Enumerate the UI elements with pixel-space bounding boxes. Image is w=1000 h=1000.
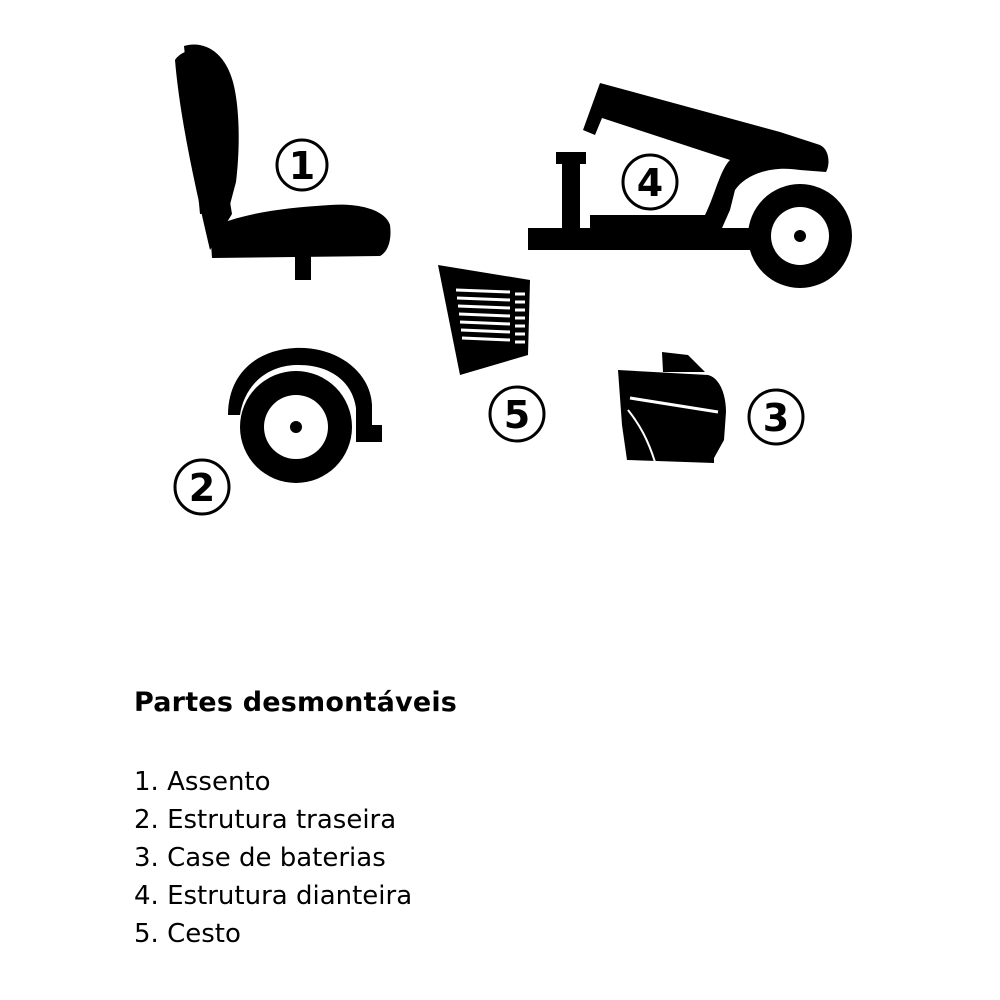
front-wheel-hub: [794, 230, 806, 242]
part-1-number: 1: [288, 144, 316, 188]
part-5-number: 5: [503, 393, 531, 437]
part-5-marker: [490, 387, 544, 441]
part-2-number: 2: [188, 466, 216, 510]
rear-wheel-hub: [290, 421, 302, 433]
legend-title: Partes desmontáveis: [134, 687, 458, 718]
battery-case-icon: [618, 352, 726, 463]
legend-item-front-frame: 4. Estrutura dianteira: [134, 881, 413, 911]
part-2-marker: [175, 460, 229, 514]
part-4-marker: [623, 155, 677, 209]
basket-icon: [438, 265, 530, 375]
part-3-marker: [749, 390, 803, 444]
legend-item-rear-frame: 2. Estrutura traseira: [134, 805, 397, 835]
legend-item-seat: 1. Assento: [134, 767, 271, 797]
part-4-number: 4: [636, 161, 664, 205]
legend-item-battery-case: 3. Case de baterias: [134, 843, 386, 873]
part-3-number: 3: [762, 396, 790, 440]
legend-item-basket: 5. Cesto: [134, 919, 241, 949]
legend-list: [134, 763, 734, 953]
part-1-marker: [277, 140, 327, 190]
parts-legend: [134, 683, 734, 953]
